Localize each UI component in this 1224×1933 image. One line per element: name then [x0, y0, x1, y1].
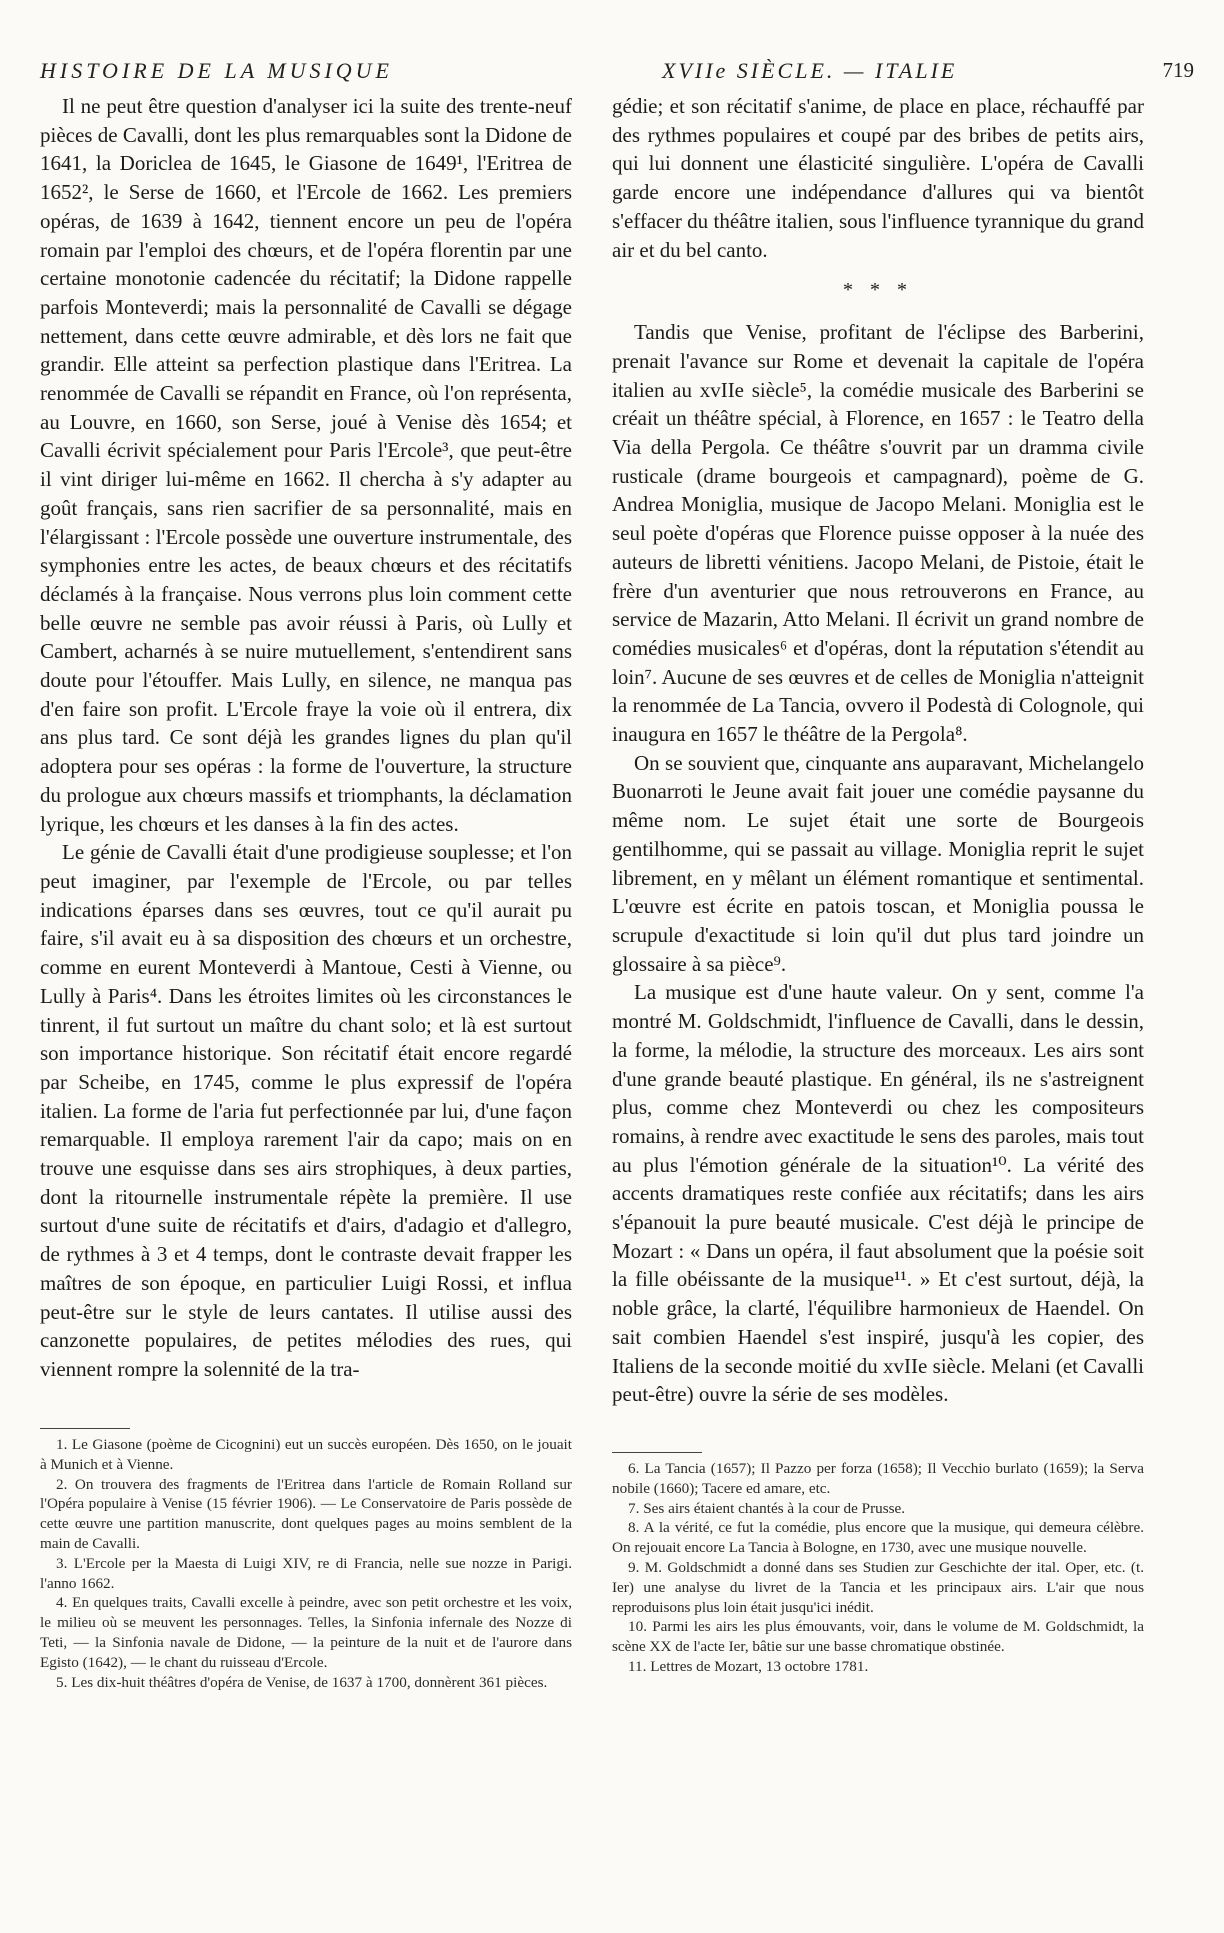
footnote: 2. On trouvera des fragments de l'Eritrea dans l'article de Romain Rolland sur l'Opéra populaire à Venise (15 février 1906). — Le Conservatoire de Paris possède de cette œuvre une partition manuscrite, dont quelques pages au moins semblent de la main de Cavalli.	[40, 1475, 572, 1552]
footnote: 3. L'Ercole per la Maesta di Luigi XIV, re di Francia, nelle sue nozze in Parigi. l'anno 1662.	[40, 1554, 572, 1592]
right-column	[612, 92, 1144, 1409]
footnote: 1. Le Giasone (poème de Cicognini) eut un succès européen. Dès 1650, on le jouait à Munich et à Vienne.	[40, 1436, 572, 1473]
footnote: 9. M. Goldschmidt a donné dans ses Studien zur Geschichte der ital. Oper, etc. (t. Ier) une analyse du livret de la Tancia et les principaux airs. L'air que nous reproduisons plus loin était jusqu'ici inédit.	[612, 1558, 1144, 1616]
footnote: 6. La Tancia (1657); Il Pazzo per forza (1658); Il Vecchio burlato (1659); la Serva nobile (1660); Tacere ed amare, etc.	[612, 1460, 1144, 1497]
footnotes-right	[612, 1452, 1144, 1677]
footnote: 5. Les dix-huit théâtres d'opéra de Venise, de 1637 à 1700, donnèrent 361 pièces.	[56, 1673, 548, 1691]
header-book-title: HISTOIRE DE LA MUSIQUE	[40, 58, 393, 83]
footnote: 10. Parmi les airs les plus émouvants, voir, dans le volume de M. Goldschmidt, la scène XX de l'acte Ier, bâtie sur une basse chromatique obstinée.	[612, 1618, 1144, 1656]
paragraph: gédie; et son récitatif s'anime, de place en place, réchauffé par des rythmes populaires et coupé par des bribes de petits airs, qui lui donnent une élasticité singulière. L'opéra de Cavalli garde encore une indépendance d'allures qui va bientôt s'effacer du théâtre italien, sous l'influence tyrannique du grand air et du bel canto.	[612, 94, 1144, 262]
footnotes-left	[40, 1428, 572, 1692]
footnote: 4. En quelques traits, Cavalli excelle à peindre, avec son petit orchestre et les voix, le milieu où se meuvent les personnages. Telles, la Sinfonia infernale des Nozze di Teti, — la Sinfonia navale de Didone, — la peinture de la nuit et de l'aurore dans Egisto (1642), — le chant du ruisseau d'Ercole.	[40, 1594, 572, 1671]
left-column	[40, 92, 572, 1384]
paragraph: Il ne peut être question d'analyser ici la suite des trente-neuf pièces de Cavalli, dont les plus remarquables sont la Didone de 1641, la Doriclea de 1645, le Giasone de 1649¹, l'Eritrea de 1652², le Serse de 1660, et l'Ercole de 1662. Les premiers opéras, de 1639 à 1642, tiennent encore un peu de l'opéra romain par l'emploi des chœurs, et de l'opéra florentin par une certaine monotonie cadencée du récitatif; la Didone rappelle parfois Monteverdi; mais la personnalité de Cavalli se dégage nettement, dans cette œuvre admirable, et dès lors ne fait que grandir. Elle atteint sa perfection plastique dans l'Eritrea. La renommée de Cavalli se répandit en France, où l'on représenta, au Louvre, en 1660, son Serse, joué à Venise dès 1654; et Cavalli écrivit spécialement pour Paris l'Ercole³, que peut-être il vint diriger lui-même en 1662. Il chercha à s'y adapter au goût français, sans rien sacrifier de sa personnalité, mais en l'élargissant : l'Ercole possède une ouverture instrumentale, des symphonies entre les actes, de beaux chœurs et des récitatifs déclamés à la française. Nous verrons plus loin comment cette belle œuvre ne semble pas avoir réussi à Paris, où Lully et Cambert, acharnés à se nuire mutuellement, s'entendirent sans doute pour l'étouffer. Mais Lully, en silence, ne manqua pas d'en faire son profit. L'Ercole fraye la voie où il entrera, dix ans plus tard. Ce sont déjà les grandes lignes du plan qu'il adoptera pour ses opéras : la forme de l'ouverture, la structure du prologue aux chœurs massifs et triomphants, la déclamation lyrique, les chœurs et les danses à la fin des actes.	[40, 94, 572, 836]
paragraph: Le génie de Cavalli était d'une prodigieuse souplesse; et l'on peut imaginer, par l'exemple de l'Ercole, ou par telles indications éparses dans ses œuvres, tout ce qu'il aurait pu faire, s'il avait eu à sa disposition des chœurs et un orchestre, comme en eurent Monteverdi à Mantoue, Cesti à Vienne, ou Lully à Paris⁴. Dans les étroites limites où les circonstances le tinrent, il fut surtout un maître du chant solo; et là est surtout son importance historique. Son récitatif était encore regardé par Scheibe, en 1745, comme le plus expressif de l'opéra italien. La forme de l'aria fut perfectionnée par lui, d'une façon remarquable. Il employa rarement l'air da capo; mais on en trouve une esquisse dans ses airs strophiques, à deux parties, dont la ritournelle instrumentale répète la première. Il use surtout d'une suite de récitatifs et d'airs, d'adagio et d'allegro, de rythmes à 3 et 4 temps, dont le contraste devait frapper les maîtres de son époque, en particulier Luigi Rossi, et influa peut-être sur le style de leurs cantates. Il utilise aussi des canzonette populaires, de petites mélodies des rues, qui viennent rompre la solennité de la tra-	[40, 840, 572, 1381]
paragraph: La musique est d'une haute valeur. On y sent, comme l'a montré M. Goldschmidt, l'influence de Cavalli, dans le dessin, la forme, la mélodie, la structure des morceaux. Les airs sont d'une grande beauté plastique. En général, ils ne s'astreignent plus, comme chez Monteverdi ou chez les compositeurs romains, à rendre avec exactitude le sens des paroles, mais tout au plus l'émotion générale de la situation¹⁰. La vérité des accents dramatiques reste confiée aux récitatifs; dans les airs s'épanouit la pure beauté musicale. C'est déjà le principe de Mozart : « Dans un opéra, il faut absolument que la poésie soit la fille obéissante de la musique¹¹. » Et c'est surtout, déjà, la noble grâce, la clarté, l'équilibre harmonieux de Haendel. On sait combien Haendel s'est inspiré, jusqu'à les copier, des Italiens de la seconde moitié du xvIIe siècle. Melani (et Cavalli peut-être) ouvre la série de ses modèles.	[612, 980, 1144, 1407]
footnote: 8. A la vérité, ce fut la comédie, plus encore que la musique, qui demeura célèbre. On rejouait encore La Tancia à Bologne, en 1730, avec une musique nouvelle.	[612, 1519, 1144, 1557]
header-section-title: XVIIe SIÈCLE. — ITALIE	[662, 58, 958, 83]
footnote-rule	[612, 1452, 702, 1453]
page-number: 719	[1162, 58, 1194, 82]
asterism-divider: * * *	[843, 279, 913, 302]
footnote: 7. Ses airs étaient chantés à la cour de Prusse.	[628, 1499, 906, 1517]
footnote-rule	[40, 1428, 130, 1429]
paragraph: Tandis que Venise, profitant de l'éclipse des Barberini, prenait l'avance sur Rome et devenait la capitale de l'opéra italien au xvIIe siècle⁵, la comédie musicale des Barberini se créait un théâtre spécial, à Florence, en 1657 : le Teatro della Via della Pergola. Ce théâtre s'ouvrit par un dramma civile rusticale (drame bourgeois et campagnard), poème de G. Andrea Moniglia, musique de Jacopo Melani. Moniglia est le seul poète d'opéras que Florence puisse opposer à la nuée des auteurs de libretti vénitiens. Jacopo Melani, de Pistoie, était le frère d'un aventurier que nous retrouverons en France, au service de Mazarin, Atto Melani. Il écrivit un grand nombre de comédies musicales⁶ et d'opéras, dont la réputation s'étendit au loin⁷. Aucune de ses œuvres et de celles de Moniglia n'atteignit la renommée de La Tancia, ovvero il Podestà di Colognole, qui inaugura en 1657 le théâtre de la Pergola⁸.	[612, 320, 1144, 747]
running-header	[40, 58, 1194, 92]
footnote: 11. Lettres de Mozart, 13 octobre 1781.	[628, 1657, 869, 1675]
paragraph: On se souvient que, cinquante ans auparavant, Michelangelo Buonarroti le Jeune avait fait jouer une comédie paysanne du même nom. Le sujet était une sorte de Bourgeois gentilhomme, qui se passait au village. Moniglia reprit le sujet librement, en y mêlant un élément romantique et sentimental. L'œuvre est écrite en patois toscan, et Moniglia poussa le scrupule d'exactitude si loin qu'il dut plus tard joindre un glossaire à sa pièce⁹.	[612, 750, 1144, 976]
